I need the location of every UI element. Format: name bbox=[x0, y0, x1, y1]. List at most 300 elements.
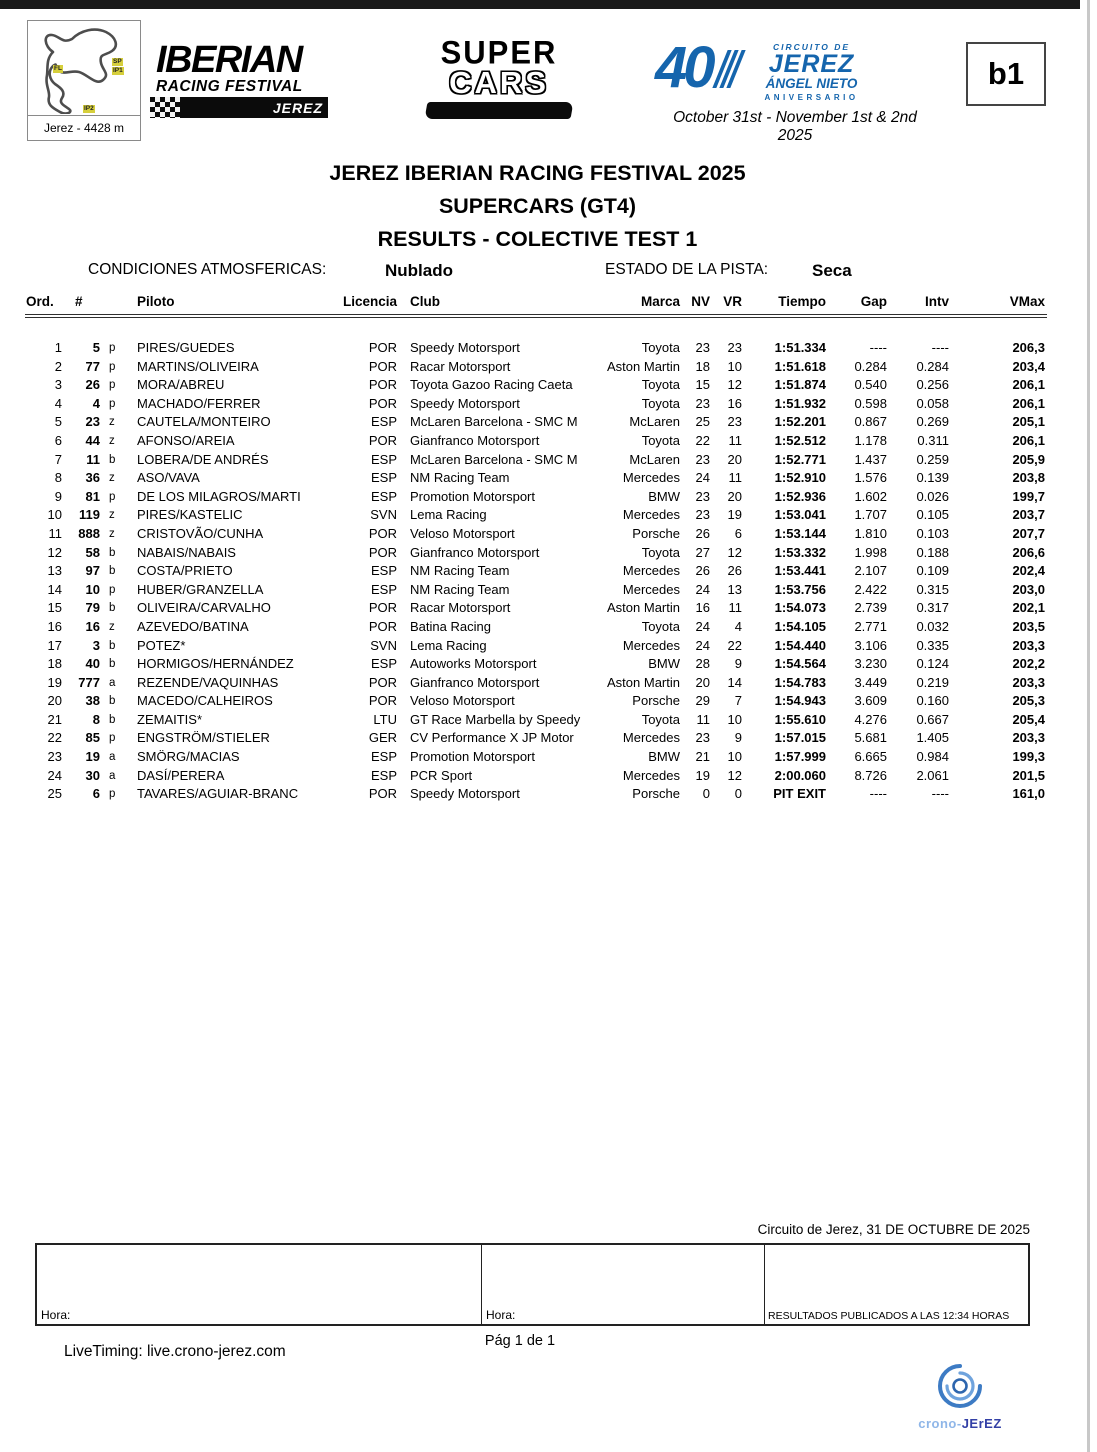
cell-ord: 12 bbox=[47, 544, 62, 560]
cell-tiempo: 1:53.756 bbox=[774, 581, 826, 597]
cell-nv: 26 bbox=[695, 563, 710, 579]
cell-marca: Toyota bbox=[641, 544, 680, 560]
cell-club: Gianfranco Motorsport bbox=[410, 674, 540, 690]
cell-nv: 24 bbox=[695, 581, 710, 597]
cell-marca: Mercedes bbox=[622, 730, 680, 746]
cell-piloto: HORMIGOS/HERNÁNDEZ bbox=[137, 656, 294, 672]
cell-piloto: MARTINS/OLIVEIRA bbox=[137, 358, 259, 374]
column-header-num: # bbox=[65, 294, 107, 316]
table-row bbox=[25, 395, 1047, 414]
table-row bbox=[25, 767, 1047, 786]
hora-label-1: Hora: bbox=[41, 1308, 71, 1322]
aniversario-label: ANIVERSARIO bbox=[764, 93, 859, 102]
cell-tiempo: 1:52.512 bbox=[774, 432, 826, 448]
cell-nv: 0 bbox=[702, 786, 710, 802]
cell-nv: 27 bbox=[695, 544, 710, 560]
cell-intv: 0.219 bbox=[916, 674, 949, 690]
cell-club: Batina Racing bbox=[410, 618, 491, 634]
cell-ord: 13 bbox=[47, 563, 62, 579]
cell-ord: 14 bbox=[47, 581, 62, 597]
column-header-marca: Marca bbox=[592, 294, 682, 316]
cell-cls: b bbox=[109, 695, 116, 708]
cell-ord: 19 bbox=[47, 674, 62, 690]
cell-tiempo: 1:52.771 bbox=[774, 451, 826, 467]
table-row bbox=[25, 544, 1047, 563]
cell-vmax: 206,3 bbox=[1012, 340, 1045, 355]
event-dates: October 31st - November 1st & 2nd 2025 bbox=[673, 109, 917, 144]
cell-piloto: MACEDO/CALHEIROS bbox=[137, 693, 273, 709]
table-row bbox=[25, 655, 1047, 674]
column-header-piloto: Piloto bbox=[137, 294, 332, 316]
cell-gap: 3.449 bbox=[854, 674, 887, 690]
cell-lic: ESP bbox=[370, 470, 397, 486]
cell-marca: Aston Martin bbox=[607, 674, 680, 690]
session-code-box bbox=[966, 42, 1046, 106]
cell-tiempo: 1:52.201 bbox=[774, 414, 826, 430]
cell-num: 3 bbox=[92, 637, 100, 653]
cell-tiempo: 1:53.332 bbox=[774, 544, 826, 560]
cell-vmax: 203,4 bbox=[1012, 358, 1045, 374]
cell-ord: 20 bbox=[47, 693, 62, 709]
cell-vmax: 206,1 bbox=[1012, 395, 1045, 411]
table-row bbox=[25, 432, 1047, 451]
cell-marca: McLaren bbox=[629, 414, 680, 430]
cell-vr: 12 bbox=[727, 544, 742, 560]
column-header-intv: Intv bbox=[893, 294, 957, 316]
cell-gap: 3.230 bbox=[854, 656, 887, 672]
table-row bbox=[25, 637, 1047, 656]
cell-vmax: 199,7 bbox=[1012, 488, 1045, 504]
results-table-container bbox=[25, 294, 1047, 804]
anniversary-digit-4: 4 bbox=[655, 35, 684, 100]
cell-piloto: AFONSO/AREIA bbox=[137, 432, 235, 448]
cell-gap: 3.609 bbox=[854, 693, 887, 709]
cell-tiempo: 1:54.073 bbox=[774, 600, 826, 616]
cell-piloto: REZENDE/VAQUINHAS bbox=[137, 674, 279, 690]
cell-num: 119 bbox=[79, 507, 100, 523]
cell-vr: 23 bbox=[727, 340, 742, 355]
circuito-jerez-label: JEREZ bbox=[768, 50, 855, 78]
signature-cell-3 bbox=[765, 1245, 1028, 1324]
cell-tiempo: 1:52.936 bbox=[774, 488, 826, 504]
cell-vr: 4 bbox=[734, 618, 742, 634]
cell-vmax: 205,9 bbox=[1012, 451, 1045, 467]
cell-intv: 0.103 bbox=[916, 525, 949, 541]
cell-tiempo: 1:54.783 bbox=[774, 674, 826, 690]
anniversary-slashes-icon bbox=[720, 50, 741, 88]
cell-cls: p bbox=[109, 379, 116, 392]
cell-cls: p bbox=[109, 342, 116, 354]
cell-club: Promotion Motorsport bbox=[410, 488, 535, 504]
cell-marca: McLaren bbox=[629, 451, 680, 467]
cell-ord: 22 bbox=[47, 730, 62, 746]
cell-nv: 20 bbox=[695, 674, 710, 690]
cell-marca: Aston Martin bbox=[607, 600, 680, 616]
cell-marca: BMW bbox=[648, 488, 680, 504]
column-header-club: Club bbox=[407, 294, 592, 316]
cell-gap: 1.602 bbox=[854, 488, 887, 504]
cell-club: Speedy Motorsport bbox=[410, 786, 520, 802]
cell-nv: 29 bbox=[695, 693, 710, 709]
cell-lic: POR bbox=[368, 525, 397, 541]
category-title: SUPERCARS (GT4) bbox=[438, 194, 637, 218]
cell-cls: b bbox=[109, 565, 116, 578]
anniversary-digit-0: 0 bbox=[683, 35, 712, 100]
cell-vr: 11 bbox=[728, 470, 742, 486]
cell-marca: Aston Martin bbox=[607, 358, 680, 374]
cell-num: 38 bbox=[85, 693, 100, 709]
cell-vmax: 203,0 bbox=[1012, 581, 1045, 597]
cell-marca: Porsche bbox=[632, 786, 680, 802]
cell-nv: 26 bbox=[695, 525, 710, 541]
cell-vmax: 206,6 bbox=[1012, 544, 1045, 560]
table-row bbox=[25, 581, 1047, 600]
crono-jerez-logo bbox=[900, 1358, 1020, 1431]
cell-num: 85 bbox=[85, 730, 100, 746]
cell-lic: GER bbox=[368, 730, 397, 746]
cell-lic: SVN bbox=[370, 507, 397, 523]
cell-vr: 16 bbox=[727, 395, 742, 411]
cell-vr: 9 bbox=[734, 730, 742, 746]
cell-nv: 11 bbox=[696, 711, 710, 727]
cell-vmax: 203,5 bbox=[1012, 618, 1045, 634]
cell-vmax: 161,0 bbox=[1012, 786, 1045, 802]
cell-nv: 24 bbox=[695, 637, 710, 653]
cell-marca: Toyota bbox=[641, 377, 680, 393]
cell-gap: 1.576 bbox=[854, 470, 887, 486]
iberian-logo-name: IBERIAN bbox=[156, 39, 302, 81]
cell-lic: ESP bbox=[370, 451, 397, 467]
track-state-label: ESTADO DE LA PISTA: bbox=[605, 261, 769, 278]
cell-club: Lema Racing bbox=[410, 637, 487, 653]
cell-tiempo: 1:51.618 bbox=[774, 358, 826, 374]
cell-nv: 23 bbox=[695, 451, 710, 467]
cell-lic: POR bbox=[368, 600, 397, 616]
signature-box bbox=[35, 1243, 1030, 1326]
cell-vr: 0 bbox=[734, 786, 742, 802]
cell-lic: ESP bbox=[370, 414, 397, 430]
cell-tiempo: 1:54.564 bbox=[774, 656, 826, 672]
cell-piloto: DE LOS MILAGROS/MARTI bbox=[137, 488, 301, 504]
cell-nv: 22 bbox=[695, 432, 710, 448]
cell-num: 30 bbox=[85, 767, 100, 783]
cell-gap: 1.998 bbox=[854, 544, 887, 560]
cell-vmax: 205,3 bbox=[1012, 693, 1045, 709]
cell-marca: Mercedes bbox=[622, 767, 680, 783]
cell-ord: 25 bbox=[47, 786, 62, 802]
cell-num: 6 bbox=[92, 786, 100, 802]
cell-vmax: 203,7 bbox=[1012, 507, 1045, 523]
cell-piloto: NABAIS/NABAIS bbox=[137, 544, 236, 560]
cell-num: 16 bbox=[85, 618, 100, 634]
cell-ord: 4 bbox=[54, 395, 62, 411]
cell-piloto: ASO/VAVA bbox=[137, 470, 200, 486]
cell-ord: 16 bbox=[47, 618, 62, 634]
cell-vmax: 203,3 bbox=[1012, 637, 1045, 653]
cell-cls: b bbox=[109, 658, 116, 671]
cell-tiempo: 1:51.874 bbox=[774, 377, 826, 393]
cell-intv: 0.335 bbox=[916, 637, 949, 653]
cell-lic: POR bbox=[368, 358, 397, 374]
cell-cls: a bbox=[109, 769, 116, 782]
cell-piloto: HUBER/GRANZELLA bbox=[137, 581, 264, 597]
table-row bbox=[25, 674, 1047, 693]
cell-gap: ---- bbox=[869, 786, 887, 802]
cell-cls: z bbox=[109, 620, 115, 633]
page-number: Pág 1 de 1 bbox=[484, 1333, 556, 1349]
cell-ord: 21 bbox=[47, 711, 62, 727]
track-map bbox=[27, 20, 141, 141]
cell-marca: Toyota bbox=[641, 395, 680, 411]
cell-cls: b bbox=[109, 639, 116, 652]
cell-vmax: 203,3 bbox=[1012, 674, 1045, 690]
column-header-lic: Licencia bbox=[332, 294, 407, 316]
results-table bbox=[25, 294, 1047, 804]
cell-club: McLaren Barcelona - SMC M bbox=[410, 451, 578, 467]
cell-vmax: 203,3 bbox=[1012, 730, 1045, 746]
cell-lic: POR bbox=[368, 544, 397, 560]
cell-tiempo: 1:57.999 bbox=[774, 749, 826, 765]
cell-num: 5 bbox=[92, 340, 100, 355]
table-row bbox=[25, 376, 1047, 395]
cell-gap: 8.726 bbox=[854, 767, 887, 783]
cell-club: PCR Sport bbox=[410, 767, 473, 783]
conditions-row bbox=[0, 261, 1097, 285]
cell-cls: a bbox=[109, 676, 116, 689]
cell-gap: 6.665 bbox=[854, 749, 887, 765]
iberian-racing-festival-logo bbox=[156, 39, 328, 118]
cell-club: Speedy Motorsport bbox=[410, 340, 520, 355]
cell-nv: 25 bbox=[695, 414, 710, 430]
cell-cls: z bbox=[109, 434, 115, 447]
cell-piloto: TAVARES/AGUIAR-BRANC bbox=[137, 786, 299, 802]
table-row bbox=[25, 785, 1047, 804]
cell-club: Veloso Motorsport bbox=[410, 693, 515, 709]
cell-vr: 11 bbox=[728, 432, 742, 448]
cell-cls: p bbox=[109, 788, 116, 801]
event-title: JEREZ IBERIAN RACING FESTIVAL 2025 bbox=[329, 161, 746, 185]
cell-num: 8 bbox=[92, 711, 100, 727]
column-header-ord: Ord. bbox=[25, 294, 65, 316]
cell-num: 10 bbox=[85, 581, 100, 597]
cell-num: 58 bbox=[85, 544, 100, 560]
cell-club: CV Performance X JP Motor bbox=[410, 730, 574, 746]
cell-vmax: 206,1 bbox=[1012, 377, 1045, 393]
cell-num: 11 bbox=[86, 451, 100, 467]
cell-intv: 0.139 bbox=[916, 470, 949, 486]
cell-vr: 22 bbox=[727, 637, 742, 653]
table-row bbox=[25, 525, 1047, 544]
cell-lic: POR bbox=[368, 786, 397, 802]
cell-ord: 15 bbox=[47, 600, 62, 616]
cell-cls: a bbox=[109, 751, 116, 764]
cell-num: 888 bbox=[78, 525, 100, 541]
cell-nv: 18 bbox=[695, 358, 710, 374]
supercars-logo-bar bbox=[425, 102, 574, 119]
cell-nv: 23 bbox=[695, 488, 710, 504]
cell-piloto: MACHADO/FERRER bbox=[137, 395, 261, 411]
cell-num: 26 bbox=[85, 377, 100, 393]
cell-gap: ---- bbox=[869, 340, 887, 355]
cell-num: 23 bbox=[85, 414, 100, 430]
cell-cls: z bbox=[109, 509, 115, 522]
iberian-logo-jerez: JEREZ bbox=[272, 99, 323, 116]
cell-nv: 15 bbox=[695, 377, 710, 393]
session-code: b1 bbox=[987, 56, 1025, 91]
cell-gap: 0.540 bbox=[854, 377, 887, 393]
cell-club: GT Race Marbella by Speedy bbox=[410, 711, 581, 727]
cell-lic: POR bbox=[368, 377, 397, 393]
cell-cls: b bbox=[109, 546, 116, 559]
cell-marca: Toyota bbox=[641, 340, 680, 355]
iberian-logo-subtitle: RACING FESTIVAL bbox=[156, 78, 303, 95]
table-row bbox=[25, 339, 1047, 358]
cell-vmax: 202,2 bbox=[1012, 656, 1045, 672]
cell-piloto: AZEVEDO/BATINA bbox=[137, 618, 249, 634]
supercars-logo-super: SUPER bbox=[440, 34, 558, 71]
page-top-edge-bar bbox=[0, 0, 1080, 9]
cell-marca: BMW bbox=[648, 656, 680, 672]
cell-piloto: DASÍ/PERERA bbox=[137, 767, 225, 783]
supercars-logo bbox=[424, 34, 574, 119]
cell-vmax: 205,1 bbox=[1012, 414, 1045, 430]
table-row bbox=[25, 451, 1047, 470]
cell-ord: 6 bbox=[54, 432, 62, 448]
cell-intv: 1.405 bbox=[916, 730, 949, 746]
cell-club: NM Racing Team bbox=[410, 470, 510, 486]
cell-ord: 2 bbox=[54, 358, 62, 374]
table-row bbox=[25, 729, 1047, 748]
cell-cls: p bbox=[109, 732, 116, 745]
cell-intv: 0.284 bbox=[916, 358, 949, 374]
table-row bbox=[25, 562, 1047, 581]
cell-ord: 9 bbox=[54, 488, 62, 504]
cell-cls: p bbox=[109, 490, 116, 503]
cell-intv: 0.124 bbox=[916, 656, 949, 672]
cell-vr: 20 bbox=[727, 488, 742, 504]
cell-intv: ---- bbox=[931, 340, 949, 355]
cell-num: 19 bbox=[85, 749, 100, 765]
cell-piloto: PIRES/KASTELIC bbox=[137, 507, 243, 523]
cell-lic: ESP bbox=[370, 656, 397, 672]
cell-num: 44 bbox=[85, 432, 100, 448]
cell-cls: p bbox=[109, 397, 116, 410]
results-table-header bbox=[25, 294, 1047, 316]
cell-club: Promotion Motorsport bbox=[410, 749, 535, 765]
table-row bbox=[25, 711, 1047, 730]
cell-lic: POR bbox=[368, 340, 397, 355]
cell-vmax: 202,4 bbox=[1012, 563, 1045, 579]
cell-gap: 2.771 bbox=[854, 618, 887, 634]
cell-piloto: CAUTELA/MONTEIRO bbox=[137, 414, 271, 430]
cell-lic: POR bbox=[368, 674, 397, 690]
cell-nv: 16 bbox=[695, 600, 710, 616]
weather-value: Nublado bbox=[385, 261, 453, 280]
cell-vr: 19 bbox=[727, 507, 742, 523]
cell-lic: POR bbox=[368, 395, 397, 411]
cell-cls: b bbox=[109, 713, 116, 726]
column-header-nv: NV bbox=[682, 294, 712, 316]
cell-lic: LTU bbox=[373, 711, 397, 727]
cell-club: NM Racing Team bbox=[410, 581, 510, 597]
cell-club: Gianfranco Motorsport bbox=[410, 432, 540, 448]
cell-club: Lema Racing bbox=[410, 507, 487, 523]
cell-vmax: 203,8 bbox=[1012, 470, 1045, 486]
cell-gap: 2.739 bbox=[854, 600, 887, 616]
cell-gap: 5.681 bbox=[854, 730, 887, 746]
cell-gap: 1.178 bbox=[854, 432, 887, 448]
cell-intv: 0.026 bbox=[916, 488, 949, 504]
cell-ord: 3 bbox=[54, 377, 62, 393]
cell-num: 4 bbox=[92, 395, 100, 411]
cell-nv: 19 bbox=[695, 767, 710, 783]
cell-nv: 23 bbox=[695, 730, 710, 746]
track-sector-label-fl: FL bbox=[54, 65, 62, 72]
cell-gap: 1.810 bbox=[854, 525, 887, 541]
table-row bbox=[25, 469, 1047, 488]
cell-marca: Mercedes bbox=[622, 581, 680, 597]
cell-club: Veloso Motorsport bbox=[410, 525, 515, 541]
cell-vr: 10 bbox=[727, 749, 742, 765]
cell-intv: 0.109 bbox=[916, 563, 949, 579]
cell-piloto: LOBERA/DE ANDRÉS bbox=[137, 451, 269, 467]
cell-piloto: ZEMAITIS* bbox=[137, 711, 203, 727]
cell-ord: 7 bbox=[54, 451, 62, 467]
cell-vr: 7 bbox=[734, 693, 742, 709]
cell-tiempo: 1:52.910 bbox=[774, 470, 826, 486]
track-sector-label-ip2: IP2 bbox=[84, 105, 94, 112]
cell-piloto: MORA/ABREU bbox=[137, 377, 225, 393]
cell-piloto: ENGSTRÖM/STIELER bbox=[137, 730, 270, 746]
cell-vr: 12 bbox=[727, 377, 742, 393]
cell-intv: 0.105 bbox=[916, 507, 949, 523]
livetiming-note: LiveTiming: live.crono-jerez.com bbox=[64, 1343, 286, 1360]
cell-tiempo: 1:53.144 bbox=[774, 525, 826, 541]
cell-vr: 26 bbox=[727, 563, 742, 579]
table-row bbox=[25, 358, 1047, 377]
cell-tiempo: 1:51.334 bbox=[774, 340, 826, 355]
published-time-note: RESULTADOS PUBLICADOS A LAS 12:34 HORAS bbox=[768, 1310, 1010, 1322]
cell-intv: 0.984 bbox=[916, 749, 949, 765]
cell-vr: 23 bbox=[727, 414, 742, 430]
cell-vmax: 202,1 bbox=[1012, 600, 1045, 616]
track-sector-label-ip1: IP1 bbox=[113, 67, 123, 74]
cell-vr: 13 bbox=[727, 581, 742, 597]
cell-club: NM Racing Team bbox=[410, 563, 510, 579]
cell-cls: b bbox=[109, 453, 116, 466]
track-state-value: Seca bbox=[812, 261, 852, 280]
cell-lic: POR bbox=[368, 618, 397, 634]
cell-intv: 0.315 bbox=[916, 581, 949, 597]
cell-club: Racar Motorsport bbox=[410, 600, 511, 616]
signature-cell-1 bbox=[37, 1245, 482, 1324]
cell-nv: 28 bbox=[695, 656, 710, 672]
table-row bbox=[25, 506, 1047, 525]
cell-ord: 8 bbox=[54, 470, 62, 486]
cell-vr: 9 bbox=[734, 656, 742, 672]
cell-gap: 2.107 bbox=[854, 563, 887, 579]
cell-nv: 24 bbox=[695, 470, 710, 486]
weather-label: CONDICIONES ATMOSFERICAS: bbox=[88, 261, 327, 278]
cell-vr: 20 bbox=[727, 451, 742, 467]
cell-marca: Toyota bbox=[641, 711, 680, 727]
cell-tiempo: 1:53.041 bbox=[774, 507, 826, 523]
page-right-edge-line bbox=[1087, 0, 1090, 1452]
cell-tiempo: 1:54.105 bbox=[774, 618, 826, 634]
table-spacer-row bbox=[25, 316, 1047, 339]
cell-lic: ESP bbox=[370, 581, 397, 597]
cell-piloto: PIRES/GUEDES bbox=[137, 340, 235, 355]
